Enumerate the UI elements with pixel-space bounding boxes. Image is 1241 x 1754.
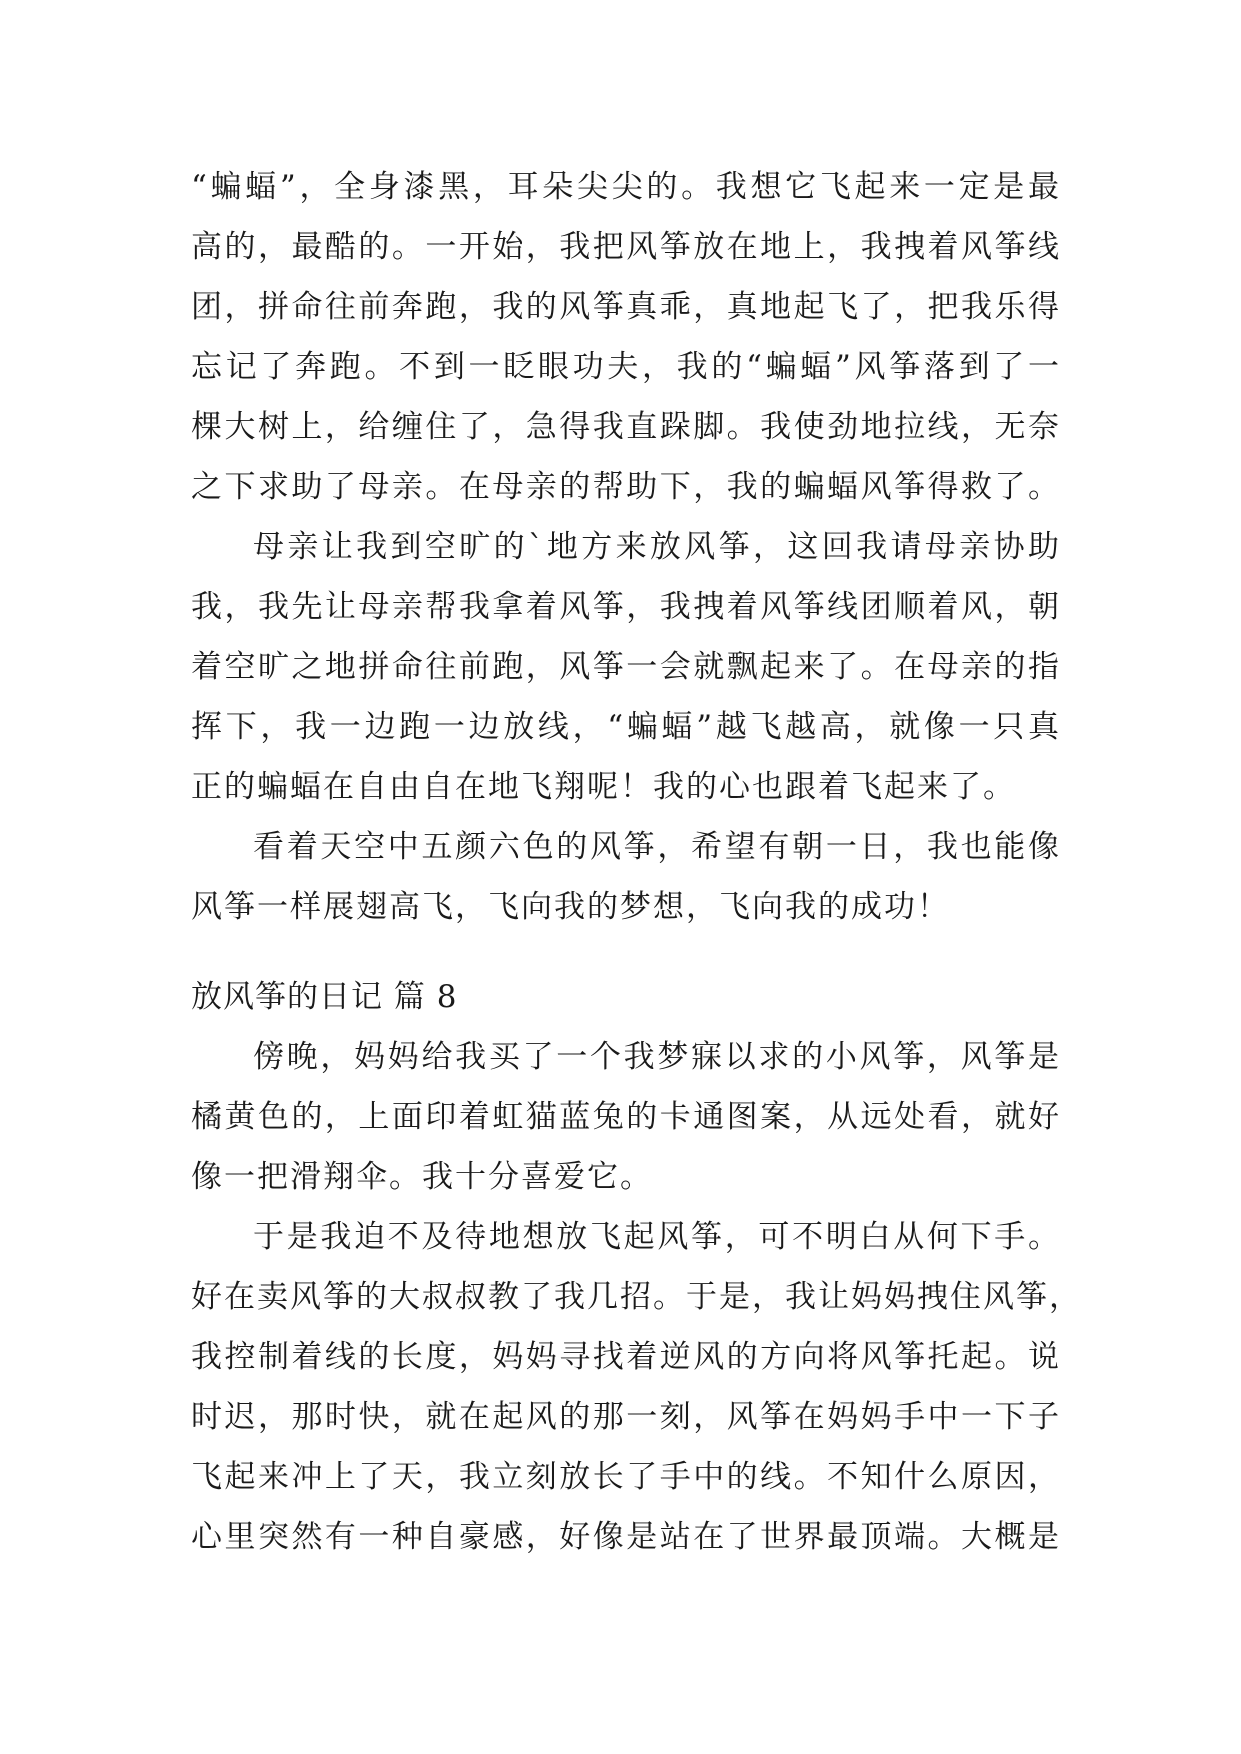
text-line: 橘黄色的，上面印着虹猫蓝兔的卡通图案，从远处看，就好 (191, 1099, 1061, 1135)
text-line: 团，拼命往前奔跑，我的风筝真乖，真地起飞了，把我乐得 (191, 289, 1061, 325)
text-line: 正的蝙蝠在自由自在地飞翔呢！我的心也跟着飞起来了。 (191, 769, 1016, 805)
text-line: 忘记了奔跑。不到一眨眼功夫，我的“蝙蝠”风筝落到了一 (191, 349, 1061, 385)
text-line: 时迟，那时快，就在起风的那一刻，风筝在妈妈手中一下子 (191, 1399, 1061, 1435)
text-line: 挥下，我一边跑一边放线，“蝙蝠”越飞越高，就像一只真 (191, 709, 1061, 745)
text-line: 我，我先让母亲帮我拿着风筝，我拽着风筝线团顺着风，朝 (191, 589, 1061, 625)
text-line: 我控制着线的长度，妈妈寻找着逆风的方向将风筝托起。说 (191, 1339, 1061, 1375)
text-line: 心里突然有一种自豪感，好像是站在了世界最顶端。大概是 (191, 1519, 1061, 1555)
text-line: 之下求助了母亲。在母亲的帮助下，我的蝙蝠风筝得救了。 (191, 469, 1061, 505)
text-line: 飞起来冲上了天，我立刻放长了手中的线。不知什么原因， (191, 1459, 1061, 1495)
section-heading: 放风筝的日记 篇 8 (191, 979, 458, 1015)
paragraph-first-line: 母亲让我到空旷的`地方来放风筝，这回我请母亲协助 (253, 529, 1061, 565)
text-line: “蝙蝠”，全身漆黑，耳朵尖尖的。我想它飞起来一定是最 (191, 169, 1061, 205)
text-line: 好在卖风筝的大叔叔教了我几招。于是，我让妈妈拽住风筝， (191, 1279, 1082, 1315)
text-line: 棵大树上，给缠住了，急得我直跺脚。我使劲地拉线，无奈 (191, 409, 1061, 445)
paragraph-first-line: 看着天空中五颜六色的风筝，希望有朝一日，我也能像 (253, 829, 1061, 865)
text-line: 着空旷之地拼命往前跑，风筝一会就飘起来了。在母亲的指 (191, 649, 1061, 685)
paragraph-first-line: 傍晚，妈妈给我买了一个我梦寐以求的小风筝，风筝是 (253, 1039, 1061, 1075)
paragraph-first-line: 于是我迫不及待地想放飞起风筝，可不明白从何下手。 (253, 1219, 1061, 1255)
text-line: 风筝一样展翅高飞，飞向我的梦想，飞向我的成功！ (191, 889, 950, 925)
text-line: 高的，最酷的。一开始，我把风筝放在地上，我拽着风筝线 (191, 229, 1061, 265)
text-line: 像一把滑翔伞。我十分喜爱它。 (191, 1159, 653, 1195)
